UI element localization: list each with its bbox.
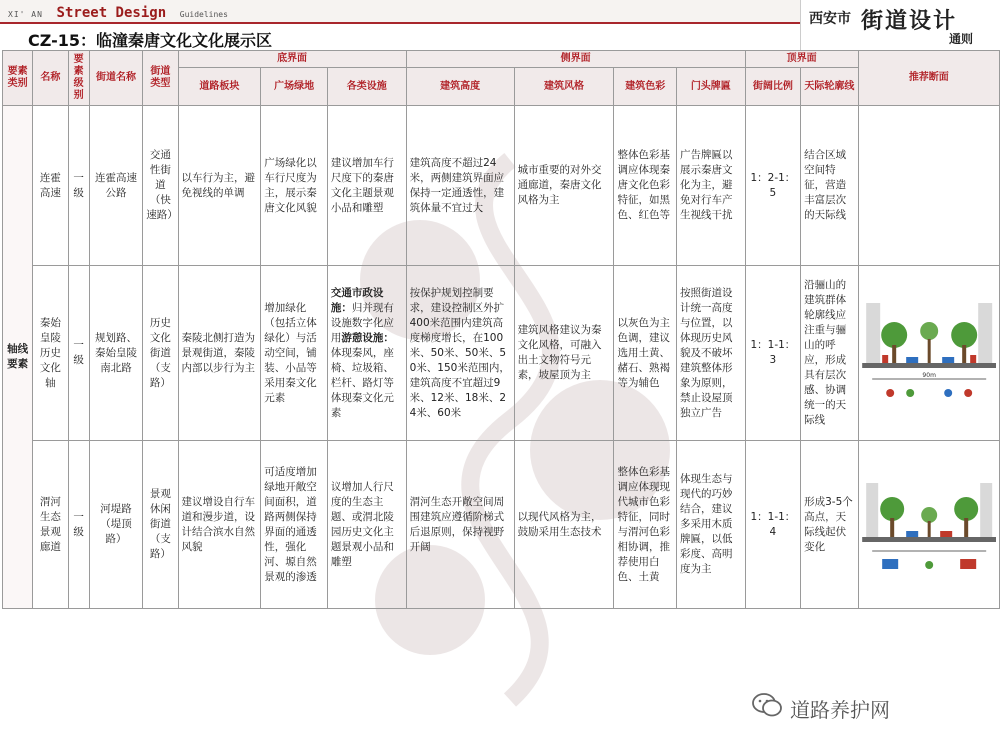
col-street-type: 街道类型 bbox=[143, 51, 178, 106]
wechat-icon bbox=[752, 692, 782, 718]
cell-sign: 广告牌匾以展示秦唐文化为主，避免对行车产生视线干扰 bbox=[677, 106, 746, 266]
col-street-name: 街道名称 bbox=[89, 51, 142, 106]
street-section-illustration bbox=[862, 293, 996, 413]
cell-road: 以车行为主，避免视线的单调 bbox=[178, 106, 261, 266]
category-cell: 轴线要素 bbox=[3, 106, 33, 609]
guideline-table bbox=[2, 50, 1000, 609]
cell-height: 按保护规划控制要求，建设控制区外扩400米范围内建筑高度梯度增长，在100米、50米、50米、50米、150米范围内，建筑高度不宜超过9米、12米、18米、24米、60米 bbox=[406, 266, 514, 441]
doc-city: 西安市 bbox=[809, 11, 851, 27]
cell-height: 建筑高度不超过24米，两侧建筑界面应保持一定通透性，建筑体量不宜过大 bbox=[406, 106, 514, 266]
cell-name: 秦始皇陵历史文化轴 bbox=[33, 266, 68, 441]
cell-square: 广场绿化以车行尺度为主，展示秦唐文化风貌 bbox=[261, 106, 328, 266]
cell-sign: 体现生态与现代的巧妙结合，建议多采用木质牌匾，以低彩度、高明度为主 bbox=[677, 441, 746, 609]
cell-skyline: 形成3-5个高点，天际线起伏变化 bbox=[801, 441, 859, 609]
cell-ratio: 1：2-1：5 bbox=[745, 106, 801, 266]
cell-style: 建筑风格建议为秦文化风格，可融入出土文物符号元素，坡屋顶为主 bbox=[514, 266, 614, 441]
cell-type: 历史文化街道（支路） bbox=[143, 266, 178, 441]
cell-level: 一级 bbox=[68, 106, 89, 266]
doc-subtitle: 通则 bbox=[949, 32, 974, 46]
col-bldg-height: 建筑高度 bbox=[406, 68, 514, 106]
col-bldg-style: 建筑风格 bbox=[514, 68, 614, 106]
brand-main: Street Design bbox=[56, 5, 167, 21]
col-bldg-color: 建筑色彩 bbox=[614, 68, 677, 106]
cell-recommend bbox=[858, 266, 999, 441]
doc-title: 街道设计 bbox=[861, 9, 958, 34]
brand-city: XI' AN bbox=[8, 10, 43, 19]
cell-facility bbox=[327, 266, 406, 441]
cell-street: 河堤路（堤顶路） bbox=[89, 441, 142, 609]
group-top: 顶界面 bbox=[745, 51, 858, 68]
brand bbox=[8, 2, 228, 21]
street-section-illustration bbox=[862, 465, 996, 585]
table-row bbox=[3, 266, 1000, 441]
group-side: 侧界面 bbox=[406, 51, 745, 68]
cell-style: 城市重要的对外交通廊道，秦唐文化风格为主 bbox=[514, 106, 614, 266]
col-facilities: 各类设施 bbox=[327, 68, 406, 106]
facility-label-recreation: 游憩设施： bbox=[341, 331, 394, 344]
cell-road: 秦陵北侧打造为景观街道，秦陵内部以步行为主 bbox=[178, 266, 261, 441]
cell-recommend-empty bbox=[858, 106, 999, 266]
cell-name: 渭河生态景观廊道 bbox=[33, 441, 68, 609]
cell-sign: 按照街道设计统一高度与位置，以体现历史风貌及不破坏建筑整体形象为原则，禁止设屋顶独立广告 bbox=[677, 266, 746, 441]
cell-type: 交通性街道（快速路） bbox=[143, 106, 178, 266]
table-row bbox=[3, 441, 1000, 609]
cell-name: 连霍高速 bbox=[33, 106, 68, 266]
cell-road: 建议增设自行车道和漫步道，设计结合滨水自然风貌 bbox=[178, 441, 261, 609]
cell-color: 整体色彩基调应体现秦唐文化色彩特征，如黑色、红色等 bbox=[614, 106, 677, 266]
cell-facility: 议增加人行尺度的生态主题、或渭北陵园历史文化主题景观小品和雕塑 bbox=[327, 441, 406, 609]
cell-square: 增加绿化（包括立体绿化）与活动空间，铺装、小品等采用秦文化元素 bbox=[261, 266, 328, 441]
col-recommend: 推荐断面 bbox=[858, 51, 999, 106]
col-signage: 门头牌匾 bbox=[677, 68, 746, 106]
table-row bbox=[3, 106, 1000, 266]
cell-skyline: 沿骊山的建筑群体轮廓线应注重与骊山的呼应，形成具有层次感、协调统一的天际线 bbox=[801, 266, 859, 441]
section-width-label: 90m bbox=[922, 372, 936, 379]
col-level: 要素级别 bbox=[68, 51, 89, 106]
cell-recommend bbox=[858, 441, 999, 609]
cell-level: 一级 bbox=[68, 266, 89, 441]
cell-level: 一级 bbox=[68, 441, 89, 609]
col-square-green: 广场绿地 bbox=[261, 68, 328, 106]
doc-title-box bbox=[800, 0, 1000, 50]
col-road-plate: 道路板块 bbox=[178, 68, 261, 106]
section-title: CZ-15：临潼秦唐文化文化展示区 bbox=[28, 31, 272, 50]
facility-text-recreation: 体现秦风，座椅、垃圾箱、栏杆、路灯等体现秦文化元素 bbox=[330, 346, 394, 419]
cell-type: 景观休闲街道（支路） bbox=[143, 441, 178, 609]
col-elem-cat: 要素类别 bbox=[3, 51, 33, 106]
cell-ratio: 1：1-1：3 bbox=[745, 266, 801, 441]
facility-text-transport: 归并现有设施数字化应用 bbox=[330, 301, 394, 344]
cell-color: 整体色彩基调应体现现代城市色彩特征，同时与渭河色彩相协调，推荐使用白色、土黄 bbox=[614, 441, 677, 609]
watermark-text: 道路养护网 bbox=[790, 698, 890, 722]
cell-ratio: 1：1-1：4 bbox=[745, 441, 801, 609]
cell-style: 以现代风格为主，鼓励采用生态技术 bbox=[514, 441, 614, 609]
col-name: 名称 bbox=[33, 51, 68, 106]
col-skyline: 天际轮廓线 bbox=[801, 68, 859, 106]
cell-street: 连霍高速公路 bbox=[89, 106, 142, 266]
cell-color: 以灰色为主色调，建议选用土黄、赭石、熟褐等为辅色 bbox=[614, 266, 677, 441]
cell-height: 渭河生态开敞空间周围建筑应遵循阶梯式后退原则，保持视野开阔 bbox=[406, 441, 514, 609]
facility-label-transport: 交通市政设施： bbox=[330, 286, 384, 314]
cell-facility: 建议增加车行尺度下的秦唐文化主题景观小品和雕塑 bbox=[327, 106, 406, 266]
cell-street: 规划路、秦始皇陵南北路 bbox=[89, 266, 142, 441]
group-bottom: 底界面 bbox=[178, 51, 406, 68]
cell-skyline: 结合区域空间特征，营造丰富层次的天际线 bbox=[801, 106, 859, 266]
brand-sub: Guidelines bbox=[179, 10, 228, 19]
cell-square: 可适度增加绿地开敞空间面积，道路两侧保持界面的通透性，强化河、塬自然景观的渗透 bbox=[261, 441, 328, 609]
col-ratio: 街阔比例 bbox=[745, 68, 801, 106]
header-rule bbox=[0, 22, 800, 24]
